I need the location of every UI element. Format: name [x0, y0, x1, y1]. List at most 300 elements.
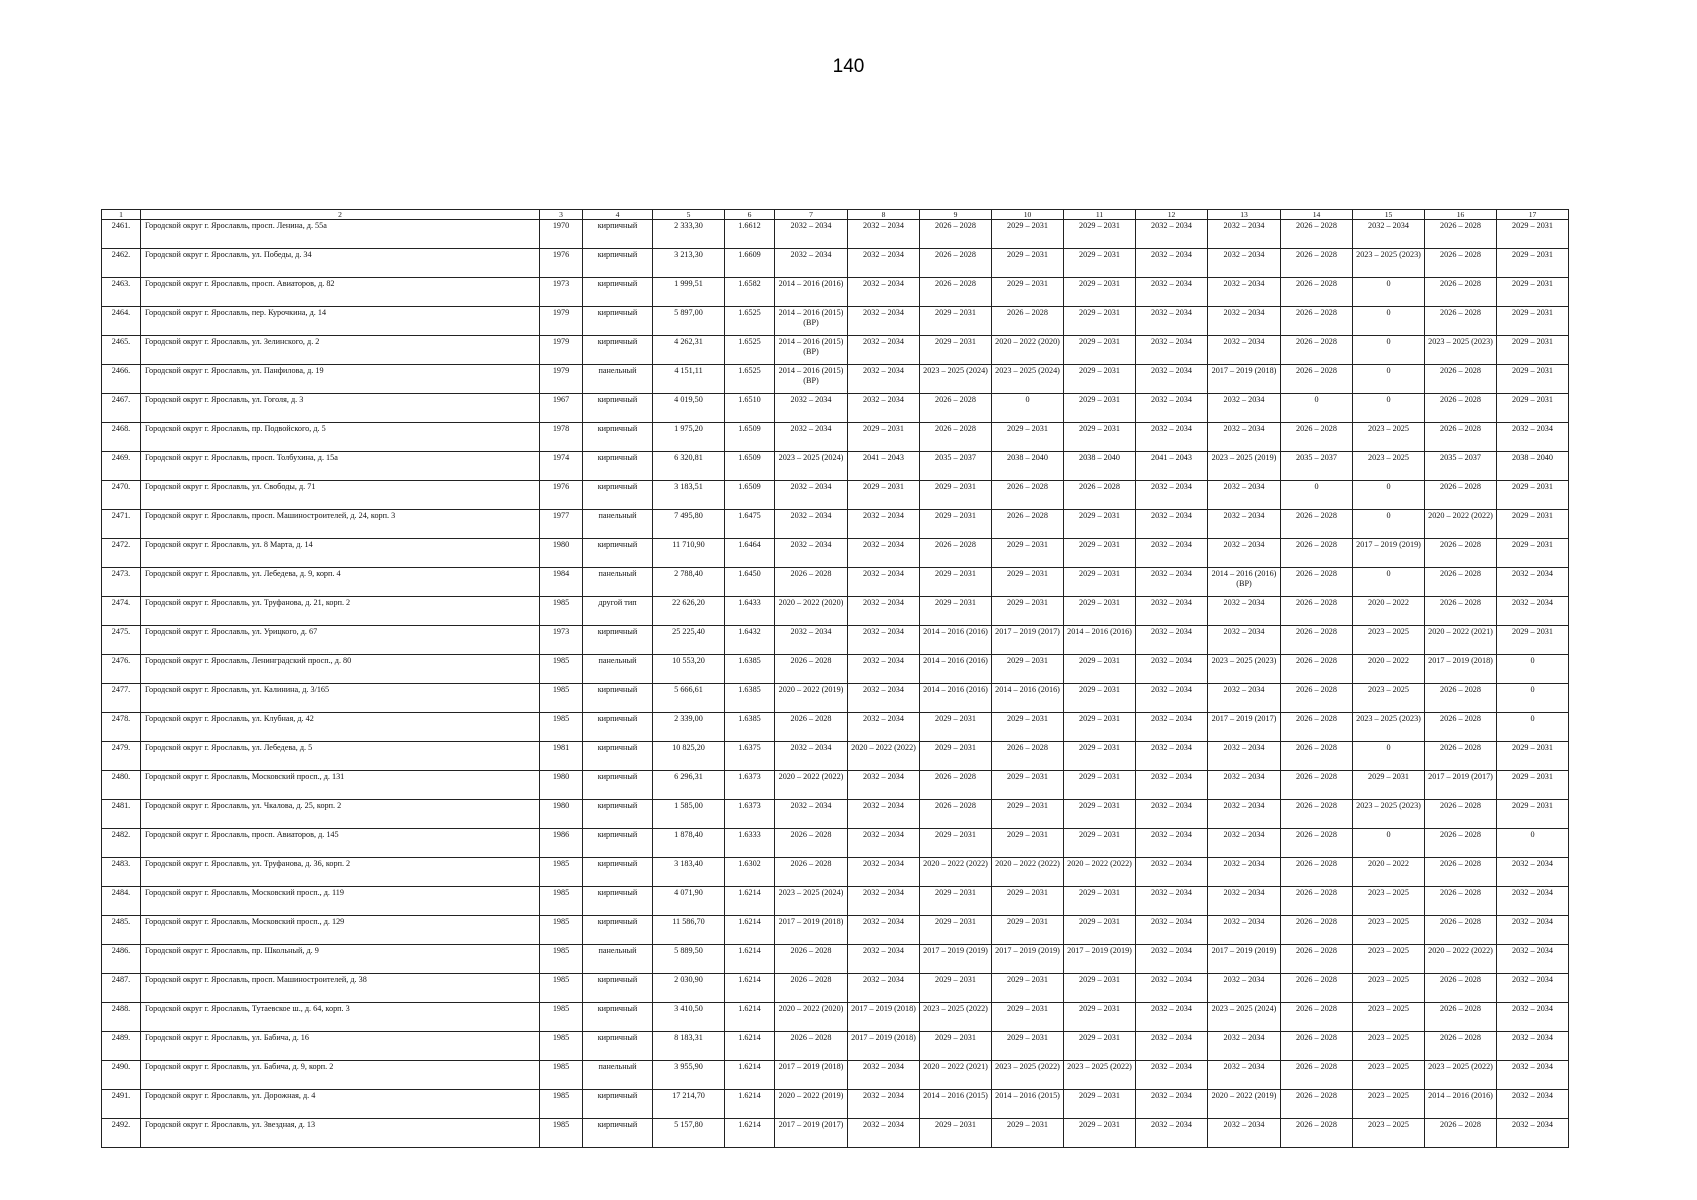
address-cell: Городской округ г. Ярославль, ул. 8 Марта, д. 14 — [141, 539, 540, 568]
table-cell: 2032 – 2034 — [848, 800, 920, 829]
row-number-cell: 2465. — [102, 336, 141, 365]
table-cell: 2032 – 2034 — [1497, 916, 1569, 945]
table-row — [102, 974, 1569, 1003]
table-cell: 2032 – 2034 — [1136, 510, 1208, 539]
table-cell: 1979 — [540, 336, 583, 365]
table-cell: 2032 – 2034 — [848, 974, 920, 1003]
table-cell: 2029 – 2031 — [920, 916, 992, 945]
table-cell: 2014 – 2016 (2016) (ВР) — [1208, 568, 1281, 597]
table-cell: 2017 – 2019 (2017) — [1208, 713, 1281, 742]
table-cell: 2020 – 2022 (2022) — [775, 771, 848, 800]
table-cell: 2029 – 2031 — [992, 974, 1064, 1003]
table-cell: 1980 — [540, 539, 583, 568]
table-cell: 0 — [1353, 568, 1425, 597]
table-cell: 2023 – 2025 — [1353, 423, 1425, 452]
table-cell: 1985 — [540, 974, 583, 1003]
table-cell: 2026 – 2028 — [1281, 249, 1353, 278]
address-cell: Городской округ г. Ярославль, просп. Машиностроителей, д. 38 — [141, 974, 540, 1003]
table-cell: 2029 – 2031 — [992, 1119, 1064, 1148]
table-cell: 2032 – 2034 — [1136, 771, 1208, 800]
row-number-cell: 2462. — [102, 249, 141, 278]
row-number-cell: 2482. — [102, 829, 141, 858]
row-number-cell: 2476. — [102, 655, 141, 684]
table-cell: 2032 – 2034 — [848, 713, 920, 742]
table-cell: 2023 – 2025 — [1353, 1032, 1425, 1061]
table-cell: 4 151,11 — [653, 365, 725, 394]
table-cell: 2032 – 2034 — [1208, 249, 1281, 278]
table-cell: кирпичный — [583, 916, 653, 945]
table-cell: 2026 – 2028 — [1425, 684, 1497, 713]
row-number-cell: 2488. — [102, 1003, 141, 1032]
table-cell: 2020 – 2022 (2019) — [775, 1090, 848, 1119]
table-cell: 2026 – 2028 — [1425, 365, 1497, 394]
table-cell: 2020 – 2022 (2019) — [775, 684, 848, 713]
table-cell: панельный — [583, 568, 653, 597]
table-cell: 0 — [992, 394, 1064, 423]
table-cell: 2026 – 2028 — [1281, 974, 1353, 1003]
table-cell: 2026 – 2028 — [1281, 423, 1353, 452]
table-cell: 2026 – 2028 — [775, 1032, 848, 1061]
table-cell: 2026 – 2028 — [1281, 1090, 1353, 1119]
table-cell: 2032 – 2034 — [848, 220, 920, 249]
table-row — [102, 307, 1569, 336]
table-cell: 1.6582 — [725, 278, 775, 307]
table-cell: 1967 — [540, 394, 583, 423]
table-cell: 2014 – 2016 (2015) (ВР) — [775, 307, 848, 336]
table-cell: 2026 – 2028 — [1281, 1003, 1353, 1032]
table-cell: 2032 – 2034 — [1208, 220, 1281, 249]
column-number-cell: 15 — [1353, 210, 1425, 220]
table-cell: 2026 – 2028 — [1281, 278, 1353, 307]
table-cell: 2032 – 2034 — [848, 510, 920, 539]
table-cell: 2026 – 2028 — [1281, 684, 1353, 713]
table-cell: 1.6373 — [725, 800, 775, 829]
row-number-cell: 2469. — [102, 452, 141, 481]
table-cell: 1.6385 — [725, 655, 775, 684]
table-cell: 2032 – 2034 — [1208, 597, 1281, 626]
table-cell: 0 — [1497, 684, 1569, 713]
table-row — [102, 858, 1569, 887]
address-cell: Городской округ г. Ярославль, ул. Лебедева, д. 9, корп. 4 — [141, 568, 540, 597]
table-cell: 2032 – 2034 — [775, 481, 848, 510]
table-cell: 5 157,80 — [653, 1119, 725, 1148]
table-cell: 1973 — [540, 278, 583, 307]
table-row — [102, 1119, 1569, 1148]
table-cell: 2026 – 2028 — [1281, 800, 1353, 829]
table-cell: 2017 – 2019 (2019) — [920, 945, 992, 974]
table-cell: 2026 – 2028 — [1425, 887, 1497, 916]
table-cell: 2032 – 2034 — [1136, 481, 1208, 510]
table-cell: 2020 – 2022 (2022) — [1425, 510, 1497, 539]
table-cell: 2032 – 2034 — [848, 858, 920, 887]
table-cell: кирпичный — [583, 220, 653, 249]
table-cell: 2029 – 2031 — [920, 887, 992, 916]
row-number-cell: 2468. — [102, 423, 141, 452]
table-row — [102, 945, 1569, 974]
table-cell: 2029 – 2031 — [1064, 713, 1136, 742]
table-cell: 2032 – 2034 — [848, 626, 920, 655]
address-cell: Городской округ г. Ярославль, Московский просп., д. 129 — [141, 916, 540, 945]
table-cell: 1981 — [540, 742, 583, 771]
table-cell: 1970 — [540, 220, 583, 249]
table-cell: 2029 – 2031 — [1497, 742, 1569, 771]
table-cell: 0 — [1353, 510, 1425, 539]
table-cell: 2017 – 2019 (2017) — [775, 1119, 848, 1148]
table-cell: 2029 – 2031 — [1497, 539, 1569, 568]
table-cell: 2032 – 2034 — [848, 1119, 920, 1148]
table-cell: 2026 – 2028 — [1281, 945, 1353, 974]
table-cell: 2038 – 2040 — [1497, 452, 1569, 481]
address-cell: Городской округ г. Ярославль, ул. Клубная, д. 42 — [141, 713, 540, 742]
table-cell: 1985 — [540, 1003, 583, 1032]
table-cell: 1974 — [540, 452, 583, 481]
row-number-cell: 2484. — [102, 887, 141, 916]
table-cell: 2032 – 2034 — [1136, 394, 1208, 423]
table-row — [102, 220, 1569, 249]
table-cell: 0 — [1353, 336, 1425, 365]
table-cell: 2029 – 2031 — [992, 539, 1064, 568]
column-number-cell: 4 — [583, 210, 653, 220]
table-cell: кирпичный — [583, 1032, 653, 1061]
table-cell: 22 626,20 — [653, 597, 725, 626]
table-cell: 1.6433 — [725, 597, 775, 626]
table-cell: 2026 – 2028 — [775, 974, 848, 1003]
table-cell: 2023 – 2025 (2023) — [1353, 713, 1425, 742]
table-cell: 2032 – 2034 — [1136, 365, 1208, 394]
table-cell: 2029 – 2031 — [1064, 220, 1136, 249]
address-cell: Городской округ г. Ярославль, ул. Труфанова, д. 36, корп. 2 — [141, 858, 540, 887]
table-cell: 1985 — [540, 655, 583, 684]
table-cell: 2020 – 2022 (2022) — [848, 742, 920, 771]
table-cell: 2014 – 2016 (2015) (ВР) — [775, 365, 848, 394]
table-cell: 2029 – 2031 — [1064, 887, 1136, 916]
table-cell: 2032 – 2034 — [1208, 916, 1281, 945]
table-cell: 2029 – 2031 — [920, 481, 992, 510]
table-cell: 2029 – 2031 — [1064, 365, 1136, 394]
address-cell: Городской округ г. Ярославль, пер. Курочкина, д. 14 — [141, 307, 540, 336]
table-cell: 2029 – 2031 — [992, 220, 1064, 249]
table-cell: 2032 – 2034 — [1208, 336, 1281, 365]
table-cell: 2032 – 2034 — [1208, 887, 1281, 916]
table-cell: 2026 – 2028 — [1281, 1119, 1353, 1148]
table-cell: 2032 – 2034 — [1353, 220, 1425, 249]
table-cell: 2026 – 2028 — [1281, 771, 1353, 800]
table-cell: 17 214,70 — [653, 1090, 725, 1119]
table-cell: 2029 – 2031 — [1064, 510, 1136, 539]
table-cell: 4 262,31 — [653, 336, 725, 365]
address-cell: Городской округ г. Ярославль, ул. Зелинского, д. 2 — [141, 336, 540, 365]
row-number-cell: 2472. — [102, 539, 141, 568]
table-cell: 2026 – 2028 — [1281, 1061, 1353, 1090]
row-number-cell: 2486. — [102, 945, 141, 974]
table-cell: кирпичный — [583, 771, 653, 800]
table-cell: 2032 – 2034 — [1136, 597, 1208, 626]
table-cell: 2029 – 2031 — [920, 307, 992, 336]
table-cell: кирпичный — [583, 249, 653, 278]
table-cell: 2026 – 2028 — [1281, 365, 1353, 394]
table-cell: 2017 – 2019 (2019) — [992, 945, 1064, 974]
table-cell: 2032 – 2034 — [848, 394, 920, 423]
column-number-cell: 11 — [1064, 210, 1136, 220]
table-cell: 2032 – 2034 — [775, 626, 848, 655]
table-cell: 6 296,31 — [653, 771, 725, 800]
table-cell: 2029 – 2031 — [992, 829, 1064, 858]
table-cell: 2017 – 2019 (2018) — [775, 916, 848, 945]
table-cell: 2029 – 2031 — [1497, 626, 1569, 655]
table-cell: 1.6509 — [725, 481, 775, 510]
address-cell: Городской округ г. Ярославль, ул. Победы, д. 34 — [141, 249, 540, 278]
table-cell: 1976 — [540, 481, 583, 510]
table-cell: 2023 – 2025 (2022) — [920, 1003, 992, 1032]
table-cell: 2032 – 2034 — [1208, 684, 1281, 713]
address-cell: Городской округ г. Ярославль, ул. Лебедева, д. 5 — [141, 742, 540, 771]
table-cell: 2014 – 2016 (2016) — [1425, 1090, 1497, 1119]
column-number-row — [102, 210, 1569, 220]
address-cell: Городской округ г. Ярославль, просп. Машиностроителей, д. 24, корп. 3 — [141, 510, 540, 539]
table-cell: 1.6375 — [725, 742, 775, 771]
table-cell: 2032 – 2034 — [1136, 336, 1208, 365]
table-cell: 1.6214 — [725, 1090, 775, 1119]
table-cell: 1.6385 — [725, 684, 775, 713]
table-cell: 2032 – 2034 — [848, 568, 920, 597]
column-number-cell: 1 — [102, 210, 141, 220]
table-cell: 2 788,40 — [653, 568, 725, 597]
table-cell: 2029 – 2031 — [1064, 771, 1136, 800]
table-cell: 2032 – 2034 — [1497, 858, 1569, 887]
table-cell: 2014 – 2016 (2016) — [920, 684, 992, 713]
row-number-cell: 2491. — [102, 1090, 141, 1119]
row-number-cell: 2467. — [102, 394, 141, 423]
table-cell: 2020 – 2022 (2022) — [1064, 858, 1136, 887]
address-cell: Городской округ г. Ярославль, просп. Авиаторов, д. 82 — [141, 278, 540, 307]
table-cell: 2026 – 2028 — [1425, 220, 1497, 249]
table-cell: 2026 – 2028 — [920, 423, 992, 452]
table-cell: 2017 – 2019 (2019) — [1208, 945, 1281, 974]
table-cell: 2032 – 2034 — [775, 510, 848, 539]
address-cell: Городской округ г. Ярославль, ул. Свободы, д. 71 — [141, 481, 540, 510]
table-cell: 2026 – 2028 — [992, 742, 1064, 771]
table-cell: 2020 – 2022 (2022) — [992, 858, 1064, 887]
table-cell: 2029 – 2031 — [1064, 249, 1136, 278]
row-number-cell: 2487. — [102, 974, 141, 1003]
table-row — [102, 568, 1569, 597]
row-number-cell: 2480. — [102, 771, 141, 800]
table-cell: 5 666,61 — [653, 684, 725, 713]
table-row — [102, 336, 1569, 365]
table-cell: кирпичный — [583, 539, 653, 568]
table-cell: 0 — [1353, 307, 1425, 336]
table-cell: 2032 – 2034 — [1208, 829, 1281, 858]
table-cell: 2023 – 2025 (2023) — [1425, 336, 1497, 365]
table-cell: 2032 – 2034 — [1208, 539, 1281, 568]
table-cell: 2032 – 2034 — [1208, 800, 1281, 829]
table-cell: 2029 – 2031 — [1064, 1003, 1136, 1032]
table-cell: 2023 – 2025 — [1353, 626, 1425, 655]
address-cell: Городской округ г. Ярославль, ул. Труфанова, д. 21, корп. 2 — [141, 597, 540, 626]
table-cell: 2026 – 2028 — [1425, 1032, 1497, 1061]
table-cell: 2023 – 2025 (2024) — [920, 365, 992, 394]
table-cell: 2014 – 2016 (2016) — [920, 655, 992, 684]
table-cell: 2026 – 2028 — [1425, 916, 1497, 945]
table-cell: 2023 – 2025 (2023) — [1353, 800, 1425, 829]
table-cell: 2032 – 2034 — [1208, 1061, 1281, 1090]
table-cell: 1.6464 — [725, 539, 775, 568]
table-cell: 2023 – 2025 (2022) — [992, 1061, 1064, 1090]
table-cell: 2032 – 2034 — [1136, 1090, 1208, 1119]
table-cell: 2026 – 2028 — [1064, 481, 1136, 510]
table-cell: 2032 – 2034 — [1208, 742, 1281, 771]
table-row — [102, 771, 1569, 800]
table-cell: 2023 – 2025 — [1353, 974, 1425, 1003]
table-cell: 2029 – 2031 — [1064, 394, 1136, 423]
row-number-cell: 2485. — [102, 916, 141, 945]
table-cell: 2032 – 2034 — [1136, 1032, 1208, 1061]
table-cell: 2023 – 2025 (2024) — [775, 887, 848, 916]
table-cell: 1.6214 — [725, 1003, 775, 1032]
table-cell: 2032 – 2034 — [1136, 307, 1208, 336]
table-cell: 0 — [1353, 394, 1425, 423]
table-cell: 1985 — [540, 713, 583, 742]
table-cell: 2029 – 2031 — [920, 713, 992, 742]
table-cell: 1.6214 — [725, 887, 775, 916]
table-cell: 2029 – 2031 — [1064, 278, 1136, 307]
table-cell: кирпичный — [583, 974, 653, 1003]
table-row — [102, 394, 1569, 423]
table-row — [102, 481, 1569, 510]
table-cell: 2032 – 2034 — [1497, 945, 1569, 974]
table-cell: 0 — [1497, 829, 1569, 858]
table-cell: 2023 – 2025 — [1353, 1003, 1425, 1032]
table-cell: 1.6302 — [725, 858, 775, 887]
table-cell: 2032 – 2034 — [1497, 1090, 1569, 1119]
table-cell: 2023 – 2025 (2023) — [1208, 655, 1281, 684]
row-number-cell: 2466. — [102, 365, 141, 394]
table-cell: 1.6214 — [725, 1061, 775, 1090]
table-cell: 0 — [1497, 713, 1569, 742]
table-cell: 25 225,40 — [653, 626, 725, 655]
table-cell: 2032 – 2034 — [848, 307, 920, 336]
table-cell: панельный — [583, 510, 653, 539]
table-cell: 2023 – 2025 (2023) — [1353, 249, 1425, 278]
table-cell: 2029 – 2031 — [992, 568, 1064, 597]
table-cell: 2032 – 2034 — [1136, 423, 1208, 452]
table-cell: 2026 – 2028 — [775, 858, 848, 887]
table-cell: 2032 – 2034 — [1136, 539, 1208, 568]
table-cell: 2041 – 2043 — [1136, 452, 1208, 481]
table-cell: 2029 – 2031 — [1064, 655, 1136, 684]
table-cell: 1986 — [540, 829, 583, 858]
table-cell: 2026 – 2028 — [1281, 887, 1353, 916]
table-cell: 2029 – 2031 — [920, 568, 992, 597]
table-cell: 2020 – 2022 (2022) — [920, 858, 992, 887]
table-cell: 2032 – 2034 — [848, 365, 920, 394]
table-cell: кирпичный — [583, 800, 653, 829]
table-cell: 2026 – 2028 — [775, 945, 848, 974]
row-number-cell: 2471. — [102, 510, 141, 539]
table-cell: 2032 – 2034 — [1208, 1119, 1281, 1148]
table-cell: 2026 – 2028 — [1281, 742, 1353, 771]
table-cell: 3 183,40 — [653, 858, 725, 887]
table-row — [102, 626, 1569, 655]
table-cell: 2017 – 2019 (2018) — [848, 1032, 920, 1061]
table-cell: 2032 – 2034 — [1136, 655, 1208, 684]
table-cell: 2026 – 2028 — [920, 278, 992, 307]
table-cell: 2032 – 2034 — [1208, 974, 1281, 1003]
table-cell: 2029 – 2031 — [992, 655, 1064, 684]
table-cell: 2029 – 2031 — [992, 597, 1064, 626]
table-cell: 2032 – 2034 — [848, 945, 920, 974]
table-cell: 2026 – 2028 — [1425, 713, 1497, 742]
table-cell: 2032 – 2034 — [848, 655, 920, 684]
table-row — [102, 365, 1569, 394]
table-cell: 2029 – 2031 — [1064, 800, 1136, 829]
row-number-cell: 2463. — [102, 278, 141, 307]
table-cell: 2026 – 2028 — [1425, 394, 1497, 423]
table-cell: 2023 – 2025 — [1353, 887, 1425, 916]
table-cell: 1.6509 — [725, 423, 775, 452]
table-cell: 11 586,70 — [653, 916, 725, 945]
table-cell: 2032 – 2034 — [848, 249, 920, 278]
table-cell: 2 339,00 — [653, 713, 725, 742]
table-cell: 2032 – 2034 — [1136, 713, 1208, 742]
table-cell: 2017 – 2019 (2018) — [775, 1061, 848, 1090]
table-cell: 2032 – 2034 — [1497, 597, 1569, 626]
table-cell: 2029 – 2031 — [1064, 916, 1136, 945]
table-cell: 2029 – 2031 — [992, 800, 1064, 829]
table-cell: кирпичный — [583, 307, 653, 336]
row-number-cell: 2478. — [102, 713, 141, 742]
table-cell: 2029 – 2031 — [920, 1119, 992, 1148]
table-cell: 2026 – 2028 — [1281, 510, 1353, 539]
table-cell: 1.6525 — [725, 336, 775, 365]
table-cell: 2032 – 2034 — [848, 916, 920, 945]
table-cell: 1.6214 — [725, 916, 775, 945]
address-cell: Городской округ г. Ярославль, пр. Школьный, д. 9 — [141, 945, 540, 974]
column-number-cell: 9 — [920, 210, 992, 220]
table-cell: панельный — [583, 655, 653, 684]
table-cell: 2032 – 2034 — [1208, 481, 1281, 510]
table-cell: 10 553,20 — [653, 655, 725, 684]
table-cell: 1979 — [540, 307, 583, 336]
table-row — [102, 684, 1569, 713]
address-cell: Городской округ г. Ярославль, Московский просп., д. 119 — [141, 887, 540, 916]
table-cell: 3 410,50 — [653, 1003, 725, 1032]
table-cell: 2029 – 2031 — [992, 887, 1064, 916]
table-cell: 2029 – 2031 — [920, 829, 992, 858]
table-cell: 2032 – 2034 — [848, 684, 920, 713]
address-cell: Городской округ г. Ярославль, ул. Гоголя, д. 3 — [141, 394, 540, 423]
table-cell: 2032 – 2034 — [1497, 1061, 1569, 1090]
table-row — [102, 829, 1569, 858]
table-cell: 2032 – 2034 — [1208, 307, 1281, 336]
table-cell: 2020 – 2022 (2020) — [775, 1003, 848, 1032]
table-cell: 2026 – 2028 — [1425, 974, 1497, 1003]
table-cell: 2023 – 2025 — [1353, 452, 1425, 481]
table-cell: 2032 – 2034 — [1136, 742, 1208, 771]
table-cell: 1985 — [540, 1090, 583, 1119]
table-cell: 2026 – 2028 — [1425, 1119, 1497, 1148]
row-number-cell: 2479. — [102, 742, 141, 771]
table-cell: 2026 – 2028 — [1281, 858, 1353, 887]
table-cell: 1.6333 — [725, 829, 775, 858]
table-cell: 6 320,81 — [653, 452, 725, 481]
table-cell: 2032 – 2034 — [1497, 974, 1569, 1003]
table-cell: 2023 – 2025 — [1353, 684, 1425, 713]
table-cell: кирпичный — [583, 1090, 653, 1119]
table-cell: 2017 – 2019 (2019) — [1353, 539, 1425, 568]
table-cell: 2029 – 2031 — [920, 597, 992, 626]
column-number-cell: 13 — [1208, 210, 1281, 220]
